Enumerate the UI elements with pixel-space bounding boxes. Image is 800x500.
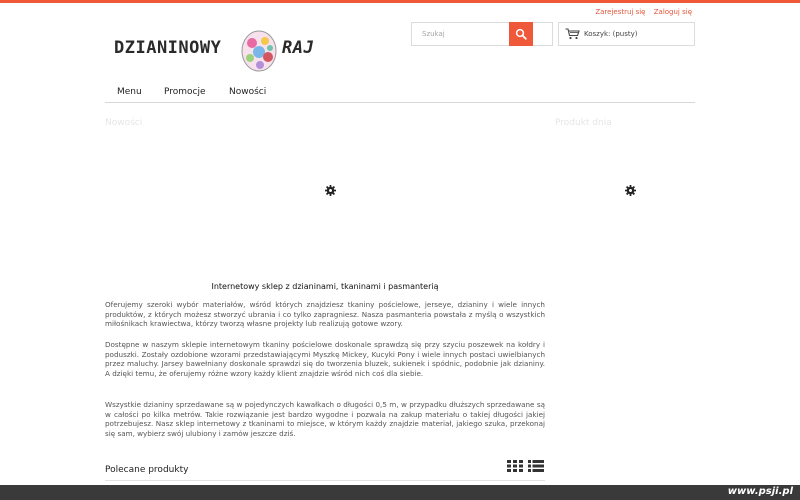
logo[interactable] <box>114 28 324 72</box>
nav-item-nowosci[interactable]: Nowości <box>229 87 267 97</box>
login-link[interactable]: Zaloguj się <box>653 8 692 16</box>
search-icon <box>515 28 527 40</box>
intro-heading: Internetowy sklep z dzianinami, tkaninami i pasmanterią <box>211 282 439 291</box>
product-of-day-title: Produkt dnia <box>555 118 612 128</box>
gear-icon <box>325 185 336 196</box>
cart-icon <box>565 28 580 40</box>
grid-view-icon[interactable] <box>507 460 523 472</box>
intro-paragraph: Dostępne w naszym sklepie internetowym tkaniny pościelowe doskonale sprawdzą się przy szyciu poszewek na kołdry i poduszki. Zostały ozdobione wzorami przedstawiającymi Myszkę Mickey, Kucyki Pony i wiele innych postaci uwielbianych przez maluchy. Jarsey bawełniany doskonale sprawdzi się do tworzenia bluzek, sukienek i spódnic, podobnie jak dzianiny. A dzięki temu, że oferujemy różne wzory każdy klient znajdzie wśród nich coś dla siebie. <box>105 340 545 378</box>
nav-item-promocje[interactable]: Promocje <box>164 87 206 97</box>
watermark: www.psji.pl <box>727 486 793 497</box>
gear-icon <box>625 185 636 196</box>
search-button[interactable] <box>509 22 533 46</box>
featured-products-title: Polecane produkty <box>105 465 189 475</box>
logo-word-second: RAJ <box>282 38 315 58</box>
new-products-title: Nowości <box>105 118 143 128</box>
list-view-icon[interactable] <box>528 460 544 472</box>
search-box <box>411 22 553 46</box>
main-nav <box>105 84 695 103</box>
top-accent-line <box>0 0 800 3</box>
featured-divider <box>105 480 545 481</box>
account-links <box>589 8 692 16</box>
footer-bar <box>0 485 800 500</box>
register-link[interactable]: Zarejestruj się <box>595 8 646 16</box>
nav-item-menu[interactable]: Menu <box>117 87 142 97</box>
logo-flower-egg-icon <box>240 28 278 72</box>
cart-summary[interactable] <box>558 22 695 46</box>
intro-paragraph: Oferujemy szeroki wybór materiałów, wśród których znajdziesz tkaniny pościelowe, jerseye, dzianiny i wiele innych produktów, z których możesz stworzyć ubrania i co tylko zapragniesz. Nasza pasmanteria powstała z myślą o wszystkich miłośnikach krawiectwa, którzy tworzą własne projekty lub realizują gotowe wzory. <box>105 300 545 329</box>
search-input[interactable] <box>412 23 509 45</box>
cart-label: Koszyk: (pusty) <box>584 30 638 38</box>
intro-paragraph: Wszystkie dzianiny sprzedawane są w pojedynczych kawałkach o długości 0,5 m, w przypadku dłuższych sprzedawane są w całości po kilka metrów. Takie rozwiązanie jest bardzo wygodne i pozwala na zakup materiału o takiej długości jakiej potrzebujesz. Nasz sklep internetowy z tkaninami to miejsce, w którym każdy znajdzie materiał, jakiego szuka, przekonaj się sam, wybierz swój ulubiony i zamów jeszcze dziś. <box>105 400 545 438</box>
logo-word-first: DZIANINOWY <box>114 38 222 58</box>
